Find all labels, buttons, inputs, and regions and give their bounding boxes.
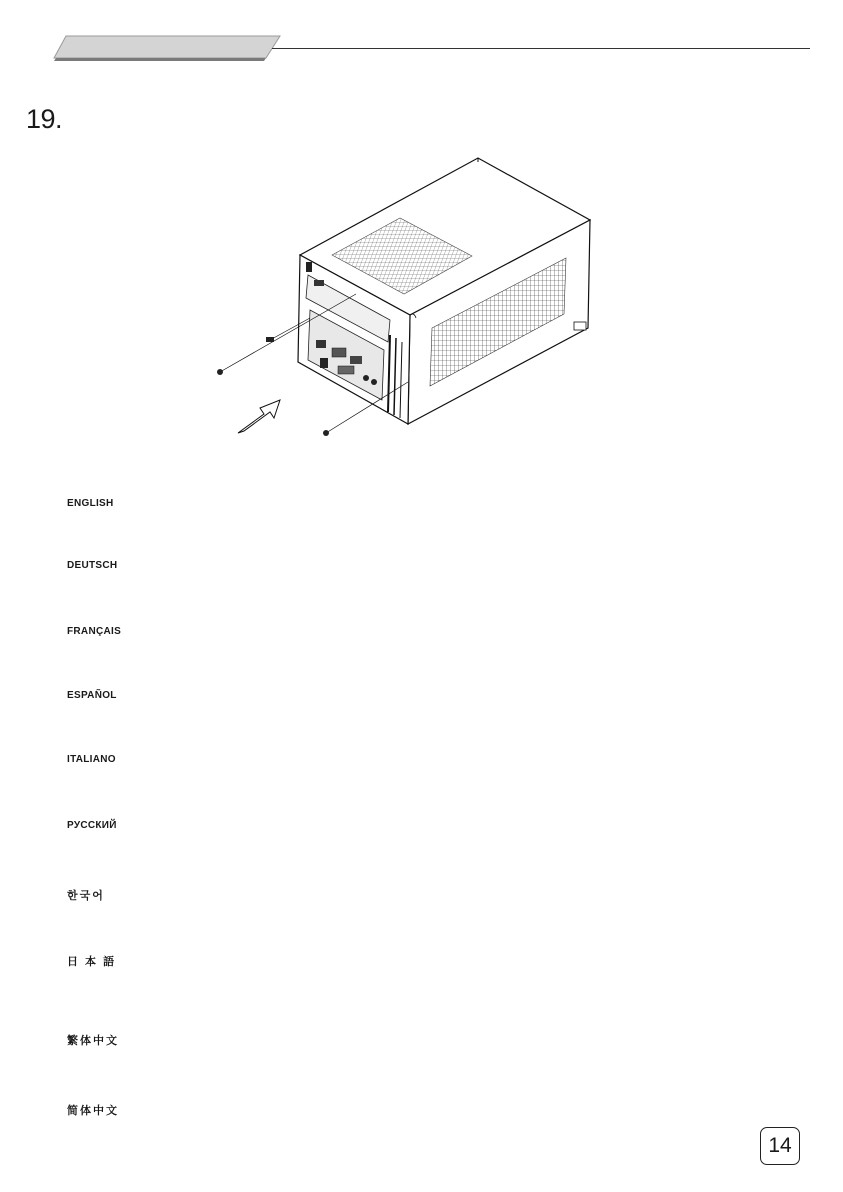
lang-english: ENGLISH: [67, 498, 114, 509]
case-illustration: [210, 150, 610, 450]
lang-deutsch: DEUTSCH: [67, 560, 118, 571]
lang-korean: 한국어: [67, 890, 105, 902]
step-number: 19.: [26, 104, 63, 134]
lang-francais: FRANÇAIS: [67, 626, 122, 637]
lang-russian: РУССКИЙ: [67, 820, 117, 831]
header-rule: [272, 48, 810, 49]
page-number: 14: [760, 1127, 800, 1165]
lang-espanol: ESPAÑOL: [67, 690, 117, 701]
lang-traditional-chinese: 繁体中文: [67, 1035, 119, 1047]
lang-italiano: ITALIANO: [67, 754, 116, 765]
arrow-icon: [238, 400, 280, 433]
header-tab: [52, 33, 282, 61]
lang-japanese: 日 本 語: [67, 956, 117, 968]
lang-simplified-chinese: 简体中文: [67, 1105, 119, 1117]
